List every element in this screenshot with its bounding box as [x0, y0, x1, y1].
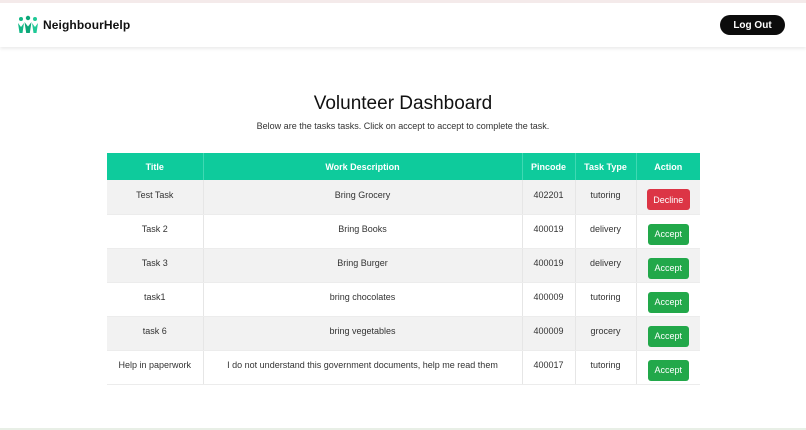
page-title: Volunteer Dashboard: [313, 93, 493, 114]
header-title: Title: [107, 153, 203, 180]
task-description: Bring Grocery: [203, 180, 522, 214]
task-type: tutoring: [575, 180, 636, 214]
accept-button[interactable]: Accept: [648, 326, 689, 347]
header-action: Action: [636, 153, 700, 180]
table-row: [107, 350, 700, 384]
task-type: delivery: [575, 248, 636, 282]
brand-name: NeighbourHelp: [43, 18, 131, 32]
task-type: grocery: [575, 316, 636, 350]
accept-button[interactable]: Accept: [648, 360, 689, 381]
task-pincode: 400019: [522, 214, 575, 248]
table-row: [107, 316, 700, 350]
tasks-table: [107, 153, 700, 385]
table-row: [107, 214, 700, 248]
task-description: bring vegetables: [203, 316, 522, 350]
accept-button[interactable]: Accept: [648, 224, 689, 245]
header-task-type: Task Type: [575, 153, 636, 180]
brand[interactable]: [17, 15, 130, 35]
task-type: tutoring: [575, 350, 636, 384]
table-row: [107, 248, 700, 282]
task-action: [636, 180, 700, 214]
task-description: I do not understand this government documents, help me read them: [203, 350, 522, 384]
task-action: [636, 350, 700, 384]
people-logo-icon: [17, 15, 39, 35]
table-header-row: [107, 153, 700, 180]
task-pincode: 400009: [522, 316, 575, 350]
accept-button[interactable]: Accept: [648, 258, 689, 279]
task-pincode: 400009: [522, 282, 575, 316]
decline-button[interactable]: Decline: [647, 189, 690, 210]
task-description: Bring Books: [203, 214, 522, 248]
task-type: delivery: [575, 214, 636, 248]
task-title: task1: [107, 282, 203, 316]
task-title: Help in paperwork: [107, 350, 203, 384]
task-pincode: 400017: [522, 350, 575, 384]
task-description: bring chocolates: [203, 282, 522, 316]
task-description: Bring Burger: [203, 248, 522, 282]
page-subtitle: Below are the tasks tasks. Click on accept to accept to complete the task.: [256, 121, 550, 131]
header-pincode: Pincode: [522, 153, 575, 180]
task-action: [636, 214, 700, 248]
task-action: [636, 248, 700, 282]
logout-button[interactable]: Log Out: [720, 15, 785, 35]
task-type: tutoring: [575, 282, 636, 316]
accept-button[interactable]: Accept: [648, 292, 689, 313]
task-action: [636, 282, 700, 316]
navbar: [0, 3, 806, 47]
task-pincode: 400019: [522, 248, 575, 282]
task-title: Task 2: [107, 214, 203, 248]
table-row: [107, 180, 700, 214]
task-title: task 6: [107, 316, 203, 350]
header-work-description: Work Description: [203, 153, 522, 180]
table-row: [107, 282, 700, 316]
task-pincode: 402201: [522, 180, 575, 214]
task-title: Task 3: [107, 248, 203, 282]
task-action: [636, 316, 700, 350]
task-title: Test Task: [107, 180, 203, 214]
